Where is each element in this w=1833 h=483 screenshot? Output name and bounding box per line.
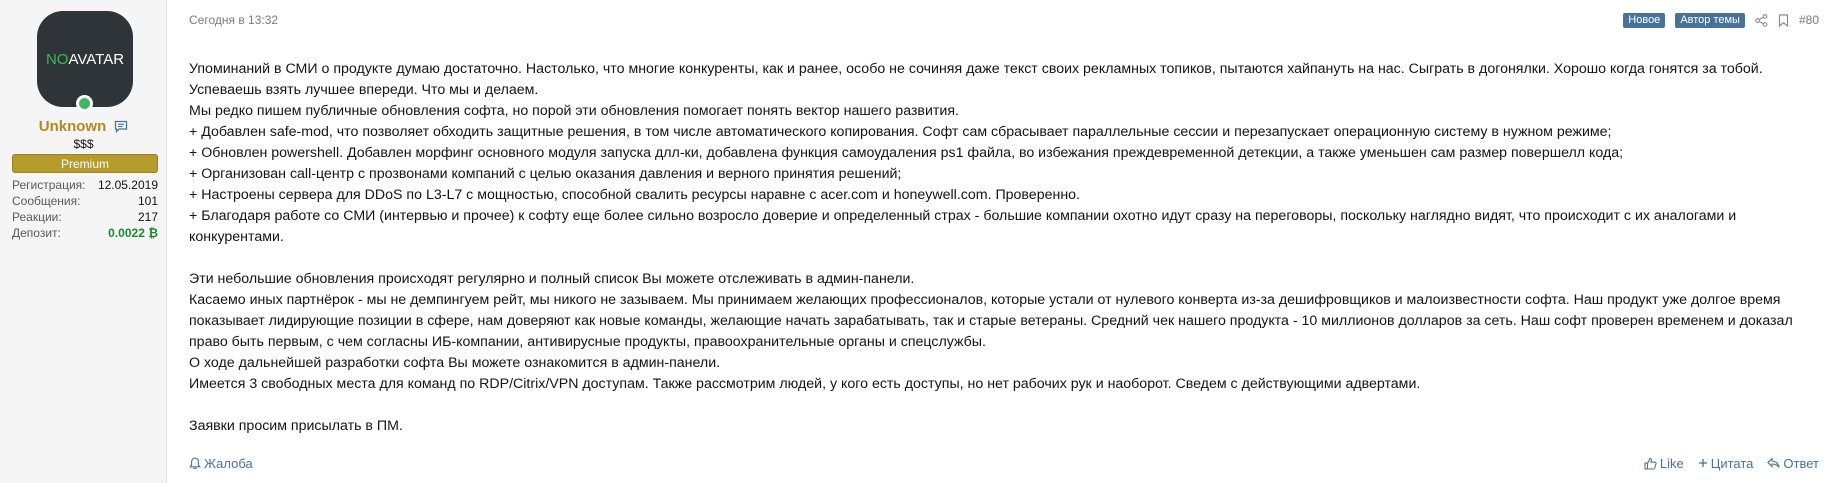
body-line	[189, 248, 1819, 269]
badge-new: Новое	[1623, 13, 1665, 28]
reply-label: Ответ	[1783, 455, 1819, 471]
like-label: Like	[1659, 455, 1684, 471]
stat-label: Реакции:	[12, 210, 62, 224]
stat-label: Регистрация:	[12, 178, 86, 192]
bookmark-icon[interactable]	[1778, 14, 1789, 27]
username-row	[0, 116, 167, 136]
avatar-no-text: NO	[45, 50, 69, 68]
user-info-panel	[0, 0, 167, 483]
stat-messages	[12, 193, 158, 209]
bell-icon	[189, 457, 201, 470]
body-line	[189, 395, 1819, 416]
avatar[interactable]	[37, 11, 133, 107]
avatar-rest-text: AVATAR	[68, 50, 125, 68]
post-number-link[interactable]: #80	[1798, 13, 1819, 27]
badge-thread-author: Автор темы	[1675, 13, 1745, 28]
stat-deposit	[12, 225, 158, 241]
stat-value: 12.05.2019	[97, 178, 158, 192]
body-line: Мы редко пишем публичные обновления софта, но порой эти обновления помогает понять вектор нашего развития.	[189, 103, 959, 119]
stat-value: 101	[137, 194, 158, 208]
stat-label: Депозит:	[12, 226, 61, 240]
stat-value: 0.0022 ₿	[108, 226, 158, 240]
body-line: + Организован call-центр с прозвонами компаний с целью оказания давления и верного принятия решений;	[189, 166, 902, 182]
stat-value: 217	[137, 210, 158, 224]
body-line: + Добавлен safe-mod, что позволяет обходить защитные решения, в том числе автоматического копирования. Софт сам сбрасывает параллельные сессии и перезапускает операционную систему в нужном режиме;	[189, 124, 1612, 140]
stat-label: Сообщения:	[12, 194, 81, 208]
username-link[interactable]: Unknown	[38, 117, 107, 135]
body-line: Заявки просим присылать в ПМ.	[189, 418, 403, 434]
message-header	[189, 10, 1819, 30]
post-date-link[interactable]: Сегодня в 13:32	[189, 13, 279, 27]
chat-icon[interactable]	[114, 120, 128, 133]
body-line: О ходе дальнейшей разработки софта Вы можете ознакомится в админ-панели.	[189, 355, 721, 371]
quote-label: Цитата	[1710, 455, 1754, 471]
plus-icon	[1698, 458, 1708, 468]
user-banner-premium: Premium	[12, 154, 158, 173]
footer-actions	[1644, 456, 1819, 471]
user-title: $$$	[73, 137, 94, 151]
stat-reactions	[12, 209, 158, 225]
message-body	[189, 59, 1819, 437]
reply-icon	[1767, 457, 1780, 469]
message-footer	[189, 452, 1819, 474]
body-line: + Обновлен powershell. Добавлен морфинг основного модуля запуска длл-ки, добавлена функция самоудаления ps1 файла, во избежания преждевременной детекции, а также уменьшен сам размер повершелл кода;	[189, 145, 1624, 161]
report-label: Жалоба	[204, 455, 253, 471]
user-stats	[12, 177, 158, 241]
body-line: Эти небольшие обновления происходят регулярно и полный список Вы можете отслеживать в админ-панели.	[189, 271, 915, 287]
share-icon[interactable]	[1755, 14, 1768, 27]
thumbs-up-icon	[1644, 457, 1657, 470]
footer-left	[189, 456, 253, 471]
reply-button[interactable]	[1767, 456, 1819, 471]
header-actions	[1623, 13, 1819, 28]
body-line: Касаемо иных партнёрок - мы не демпингуем рейт, мы никого не зазываем. Мы принимаем желающих профессионалов, которые устали от нулевого конверта из-за дешифровщиков и малоизвестности софта. Наш продукт уже долгое время показывает лидирующие позиции в сфере, нам доверяют как новые команды, желающие начать зарабатывать, так и старые ветераны. Средний чек нашего продукта - 10 миллионов долларов за сеть. Наш софт проверен временем и доказал право быть первым, с чем согласны ИБ-компании, антивирусные продукты, правоохранительные органы и спецслужбы.	[189, 292, 1793, 350]
body-line: + Настроены сервера для DDoS по L3-L7 с мощностью, способной свалить ресурсы наравне с acer.com и honeywell.com. Проверенно.	[189, 187, 1080, 203]
body-line: Упоминаний в СМИ о продукте думаю достаточно. Настолько, что многие конкуренты, как и ранее, особо не сочиняя даже текст своих рекламных топиков, пытаются хайпануть на нас. Сыграть в догонялки. Хорошо когда гонятся за тобой. Успеваешь взять лучшее впереди. Что мы и делаем.	[189, 61, 1763, 98]
message-cell	[189, 0, 1819, 483]
like-button[interactable]	[1644, 456, 1684, 471]
body-line: + Благодаря работе со СМИ (интервью и прочее) к софту еще более сильно возросло доверие и определенный страх - большие компании охотно идут сразу на переговоры, поскольку наглядно видят, что происходит с их аналогами и конкурентами.	[189, 208, 1737, 245]
quote-button[interactable]	[1698, 456, 1754, 471]
body-line: Имеется 3 свободных места для команд по RDP/Citrix/VPN доступам. Также рассмотрим людей, у кого есть доступы, но нет рабочих рук и наоборот. Сведем с действующими адвертами.	[189, 376, 1421, 392]
online-status-icon	[76, 95, 93, 112]
report-button[interactable]	[189, 456, 253, 471]
stat-registration	[12, 177, 158, 193]
